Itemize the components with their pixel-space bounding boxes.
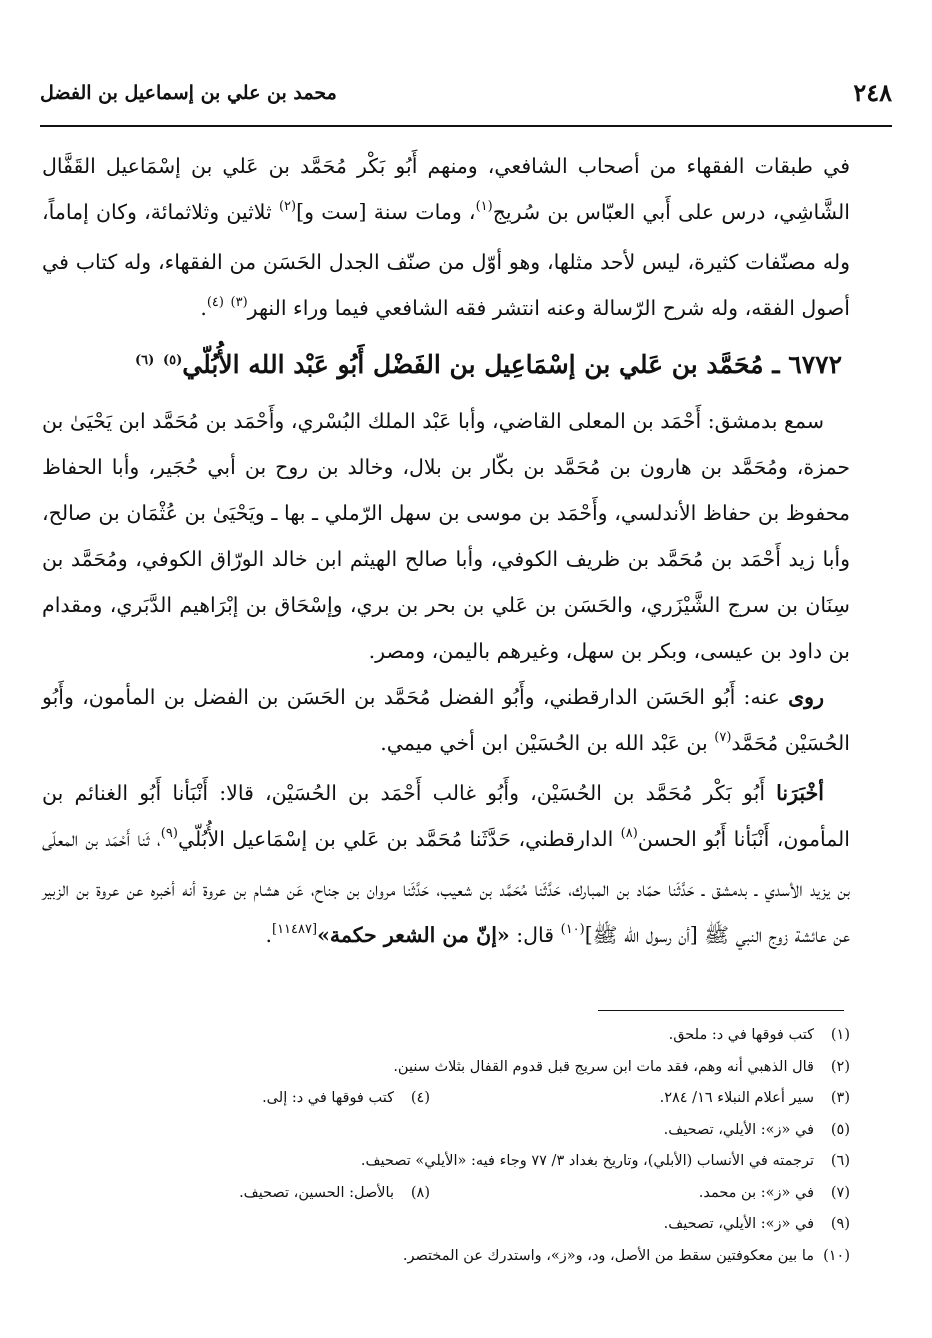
footnote-2 [70, 1052, 850, 1084]
footnote-6 [70, 1146, 850, 1178]
footnote-number: (١) [830, 1027, 850, 1043]
footnote-text: ما بين معكوفتين سقط من الأصل، ود، و«ز»، واستدرك عن المختصر. [402, 1247, 814, 1264]
paragraph-3 [42, 674, 850, 770]
footnote-10 [70, 1241, 850, 1273]
paragraph-1-end: . [200, 296, 207, 320]
running-title: محمد بن علي بن إسماعيل بن الفضل [40, 82, 337, 104]
paragraph-1-text-b: ، ومات سنة [ست و] [296, 200, 476, 224]
paragraph-4-text-c: ، ثَنا أَحْمَد بن المعلّى بن يزيد الأسدي ـ بدمشق ـ حَدَّثَنا حمّاد بن المبارك، حَدَّثَنا مُحَمَّد بن شعيب، حَدَّثَنا مروان بن جناح، عَن هشام بن عروة أنه أخبره عن عروة بن الزبير عن عائشة زوج النبي ﷺ [أن رسول الله ﷺ] [42, 827, 850, 947]
footnote-9 [70, 1209, 850, 1241]
paragraph-4-text-b: الدارقطني، حَدَّثَنا مُحَمَّد بن عَلي بن إسْمَاعيل الأُبُلّي [177, 827, 621, 851]
footnote-number: (٩) [830, 1216, 850, 1232]
header-divider [40, 125, 892, 127]
footnote-4 [262, 1083, 430, 1115]
footnote-ref-3: (٣) [230, 295, 248, 310]
footnote-text: ترجمته في الأنساب (الأبلي)، وتاريخ بغداد ٣/ ٧٧ وجاء فيه: «الأيلي» تصحيف. [360, 1153, 814, 1169]
footnote-ref-6: (٦) [134, 353, 155, 368]
main-text [42, 143, 850, 962]
footnote-number: (٢) [830, 1058, 850, 1075]
footnote-number: (٥) [830, 1121, 850, 1138]
paragraph-2 [42, 398, 850, 674]
footnote-number: (٣) [830, 1090, 850, 1106]
footnote-text: كتب فوقها في د: ملحق. [668, 1027, 814, 1043]
paragraph-1-text-c: ثلاثين وثلاثمائة، وكان إماماً، وله مصنّفات كثيرة، ليس لأحد مثلها، وهو أوّل من صنّف الجدل الحَسَن من الفقهاء، وله كتاب في أصول الفقه، وله شرح الرّسالة وعنه انتشر فقه الشافعي فيما وراء النهر [42, 200, 850, 320]
paragraph-4-lead: أخْبَرَنا [776, 781, 824, 805]
paragraph-3-text-a: عنه: أَبُو الحَسَن الدارقطني، وأَبُو الفضل مُحَمَّد بن الحَسَن بن الفضل بن المأمون، وأَبُو الحُسَيْن مُحَمَّد [42, 685, 850, 755]
paragraph-3-text-b: بن عَبْد الله بن الحُسَيْن ابن أخي ميمي. [380, 731, 715, 755]
hadith-number: [١١٤٨٧] [272, 922, 318, 937]
footnote-7 [70, 1178, 850, 1210]
footnote-1 [70, 1020, 850, 1052]
footnote-divider [598, 1010, 844, 1011]
paragraph-4-end: . [265, 923, 272, 947]
footnote-number: (٦) [830, 1153, 850, 1169]
footnote-number: (٨) [410, 1184, 430, 1201]
paragraph-2-text: سمع بدمشق: أَحْمَد بن المعلى القاضي، وأبا عَبْد الملك البُسْري، وأَحْمَد بن مُحَمَّد ابن يَحْيَىٰ بن حمزة، ومُحَمَّد بن هارون بن مُحَمَّد بن بكّار بن بلال، وخالد بن روح بن أبي حُجَير، وأبا الحفاظ محفوظ بن حفاظ الأندلسي، وأَحْمَد بن موسى بن سهل الرّملي ـ بها ـ ويَحْيَىٰ بن عُثْمَان بن صالح، وأبا زيد أَحْمَد بن مُحَمَّد بن ظريف الكوفي، وأبا صالح الهيثم ابن خالد الورّاق الكوفي، ومُحَمَّد بن سِنَان بن سرج الشَّيْزَري، والحَسَن بن عَلي بن بحر بن بري، وإسْحَاق بن إبْرَاهيم الدَّبَري، ومقدام بن داود بن عيسى، وبكر بن سهل، وغيرهم باليمن، ومصر. [42, 409, 850, 663]
paragraph-4-text-a: أَبُو بَكْر مُحَمَّد بن الحُسَيْن، وأَبُو غالب أَحْمَد بن الحُسَيْن، قالا: أَنْبَأنا أَبُو الغنائم بن المأمون، أَنْبَأنا أَبُو الحسن [42, 781, 850, 851]
entry-title: ٦٧٧٢ ـ مُحَمَّد بن عَلي بن إسْمَاعِيل بن الفَضْل أَبُو عَبْد الله الأُبُلّي [182, 350, 842, 379]
paragraph-4 [42, 770, 850, 962]
footnote-ref-9: (٩) [160, 826, 178, 841]
paragraph-3-lead: روى [788, 685, 824, 709]
page-header [40, 70, 892, 120]
paragraph-1 [42, 143, 850, 335]
footnote-ref-2: (٢) [278, 199, 297, 214]
footnote-5 [70, 1115, 850, 1147]
footnote-text: قال الذهبي أنه وهم، فقد مات ابن سريج قبل قدوم القفال بثلاث سنين. [393, 1058, 814, 1075]
footnote-ref-1: (١) [475, 199, 493, 214]
footnote-text: في «ز»: الأيلي، تصحيف. [663, 1216, 814, 1232]
hadith-quote: «إنّ من الشعر حكمة» [317, 923, 510, 947]
footnote-number: (٧) [830, 1184, 850, 1201]
footnote-text: في «ز»: الأيلي، تصحيف. [663, 1121, 814, 1138]
footnote-ref-10: (١٠) [560, 922, 585, 937]
paragraph-4-text-d: قال: [509, 923, 561, 947]
entry-heading [42, 339, 850, 396]
footnote-text: في «ز»: بن محمد. [698, 1184, 814, 1201]
page-number: ٢٤٨ [853, 78, 892, 107]
footnote-text: كتب فوقها في د: إلى. [262, 1090, 394, 1106]
footnote-number: (١٠) [823, 1247, 850, 1264]
footnote-ref-7: (٧) [714, 730, 732, 745]
footnote-ref-5: (٥) [163, 353, 183, 368]
footnote-3 [70, 1083, 850, 1115]
footnote-8 [239, 1178, 430, 1210]
footnotes [70, 1020, 850, 1272]
footnote-number: (٤) [410, 1090, 430, 1106]
paragraph-1-text-a: في طبقات الفقهاء من أصحاب الشافعي، ومنهم أَبُو بَكْر مُحَمَّد بن عَلي بن إسْمَاعيل القَفَّال الشَّاشِي، درس على أَبي العبّاس بن سُريج [42, 154, 850, 224]
footnote-text: بالأصل: الحسين، تصحيف. [239, 1184, 394, 1201]
footnote-ref-8: (٨) [620, 826, 638, 841]
footnote-ref-4: (٤) [206, 295, 224, 310]
footnote-text: سير أعلام النبلاء ١٦/ ٢٨٤. [659, 1090, 814, 1106]
